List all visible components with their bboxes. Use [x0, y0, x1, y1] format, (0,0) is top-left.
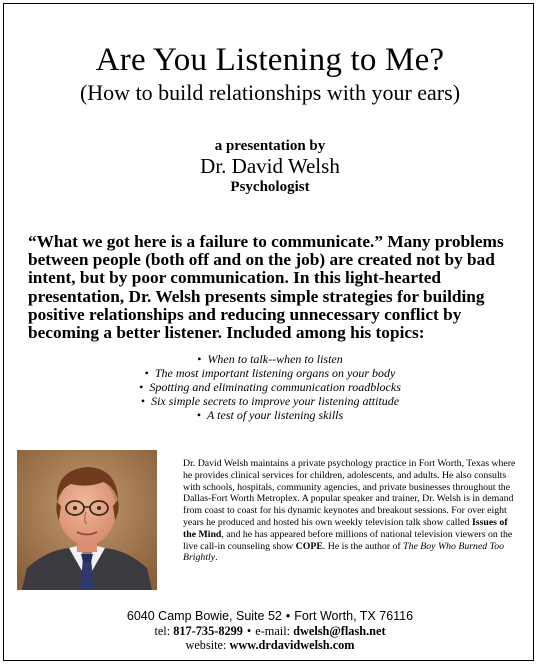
- book-title: The Boy Who Burned Too Brightly: [183, 540, 504, 564]
- address-street: 6040 Camp Bowie, Suite 52: [126, 609, 282, 623]
- page-subtitle: (How to build relationships with your ears): [79, 80, 461, 105]
- presenter-name: Dr. David Welsh: [200, 154, 340, 178]
- portrait-illustration: [17, 450, 157, 590]
- topic-item: • A test of your listening skills: [0, 408, 540, 422]
- bio-text: Dr. David Welsh maintains a private psychology practice in Fort Worth, Texas where he provides clinical services for children, adolescents, and adults. He also consults with schools, hospitals, community agencies, and private businesses throughout the Dallas-Fort Worth Metroplex. A popular speaker and trainer, Dr. Welsh is in demand from coast to coast for his dynamic keynotes and breakout sessions. For over eight years he produced and hosted his own weekly television talk show called: [183, 458, 516, 528]
- bio-text: . He is the author of: [322, 540, 404, 552]
- bio-text: .: [215, 552, 218, 564]
- contact-line: [0, 624, 540, 638]
- presenter-photo: [17, 450, 157, 590]
- topic-item: • When to talk--when to listen: [0, 352, 540, 366]
- page-title: Are You Listening to Me?: [95, 42, 445, 78]
- intro-paragraph: “What we got here is a failure to communicate.” Many problems between people (both off and on the job) are created not by bad intent, but by poor communication. In this light-hearted presentation, Dr. Welsh presents simple strategies for building positive relationships and reducing unnecessary conflict by becoming a better listener. Included among his topics:: [28, 232, 504, 343]
- email-label: e-mail:: [255, 624, 291, 638]
- topic-item: • Six simple secrets to improve your listening attitude: [0, 394, 540, 408]
- website-label: website:: [185, 638, 227, 652]
- cope-show-name: COPE: [295, 540, 323, 552]
- email-link[interactable]: dwelsh@flash.net: [293, 624, 386, 638]
- topics-list: [0, 352, 540, 422]
- bio-paragraph: [183, 458, 518, 564]
- telephone-number: 817-735-8299: [173, 624, 243, 638]
- tv-show-name: Issues of the Mind: [183, 516, 508, 540]
- address-city: Fort Worth, TX 76116: [294, 609, 414, 623]
- website-link[interactable]: www.drdavidwelsh.com: [229, 638, 355, 652]
- tel-label: tel:: [154, 624, 171, 638]
- topic-item: • Spotting and eliminating communication roadblocks: [0, 380, 540, 394]
- address-line: [0, 609, 540, 623]
- topic-item: • The most important listening organs on your body: [0, 366, 540, 380]
- presenter-role: Psychologist: [230, 179, 310, 195]
- presentation-by-label: a presentation by: [214, 138, 326, 154]
- bio-text: , and he has appeared before millions of national television viewers on the live call-in counseling show: [183, 528, 513, 552]
- bullet-separator: •: [246, 624, 252, 638]
- website-line: [0, 638, 540, 652]
- bullet-separator: •: [285, 609, 291, 623]
